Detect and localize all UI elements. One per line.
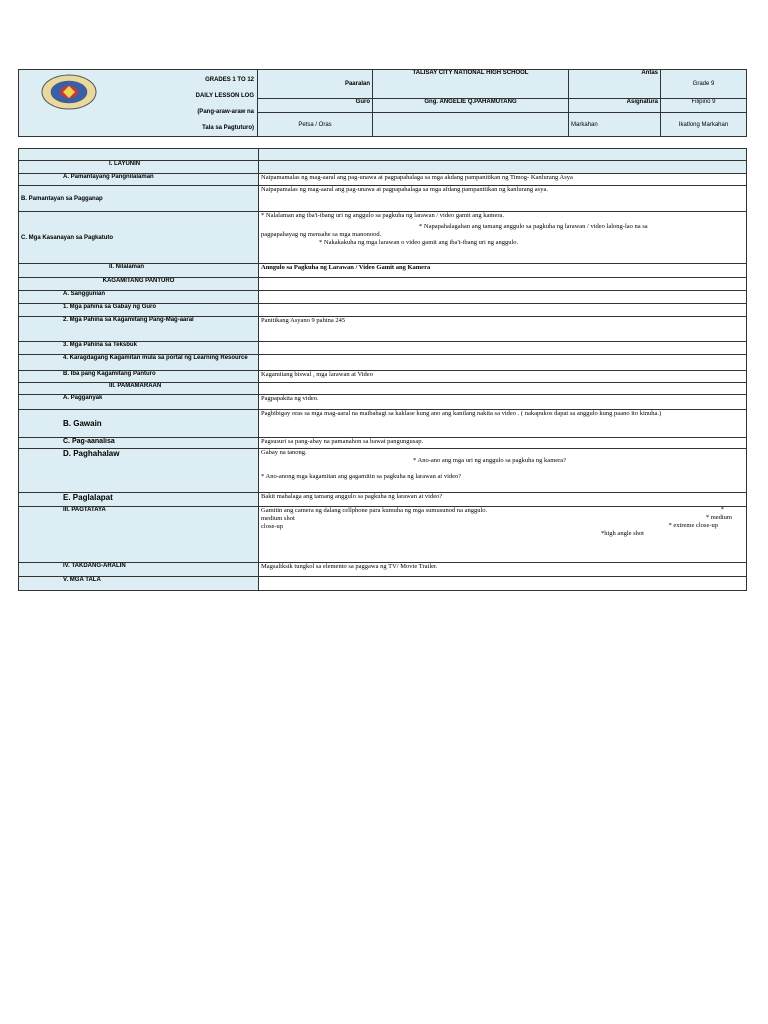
pagtataya-line-6: *high angle shot bbox=[601, 530, 644, 537]
pagganap-label: B. Pamantayan sa Pagganap bbox=[19, 186, 259, 212]
pagsusuri-value: Pagsusuri sa pang-abay na pamanahon sa bawat pangungusap. bbox=[259, 438, 747, 449]
paglalapat-label: E. Paglalapat bbox=[19, 493, 259, 507]
kasanayan-value bbox=[259, 212, 747, 264]
antas-label: Antas bbox=[569, 70, 661, 99]
petsa-label: Petsa / Oras bbox=[258, 113, 373, 137]
pagtataya-label: III. PAGTATAYA bbox=[19, 507, 259, 563]
asignatura-value: Filipino 9 bbox=[661, 99, 747, 113]
paglalapat-value: Bakit mahalaga ang tamang anggulo sa pagkuha ng larawan at video? bbox=[259, 493, 747, 507]
pamamaraan-heading: III. PAMAMARAAN bbox=[19, 383, 259, 395]
kasanayan-line-2: * Napapahalagahan ang tamang anggulo sa pagkuha ng larawan / video lalong-lao na sa bbox=[419, 223, 648, 230]
kasanayan-line-1: * Nalalaman ang iba't-ibang uri ng anggulo sa pagkuha ng larawan / video gamit ang kamera. bbox=[261, 212, 505, 219]
nilalaman-label: II. Nilalaman bbox=[19, 264, 259, 278]
pagtataya-line-3: * medium bbox=[705, 514, 732, 521]
grades-text: GRADES 1 TO 12 bbox=[205, 77, 254, 83]
guro-label: Guro bbox=[258, 99, 373, 113]
takdang-label: IV. TAKDANG-ARALIN bbox=[19, 563, 259, 577]
paghahalaw-label: D. Paghahalaw bbox=[19, 449, 259, 493]
petsa-value bbox=[373, 113, 569, 137]
gawain-label: B. Gawain bbox=[19, 410, 259, 438]
pagtataya-line-2: medium shot bbox=[261, 515, 295, 522]
tala-value bbox=[259, 577, 747, 591]
iba-value: Kagamitang biswal , mga larawan at Video bbox=[259, 371, 747, 383]
markahan-label: Markahan bbox=[569, 113, 661, 137]
pagtataya-value bbox=[259, 507, 747, 563]
nilalaman-value: Anngulo sa Pagkuha ng Larawan / Video Gamit ang Kamera bbox=[259, 264, 747, 278]
dll-text: DAILY LESSON LOG bbox=[195, 93, 254, 99]
gabay-label: 1. Mga pahina sa Gabay ng Guro bbox=[19, 304, 259, 317]
pagganyak-label: A. Pagganyak bbox=[19, 395, 259, 410]
pamantayang-label: A. Pamantayang Pangnilalaman bbox=[19, 174, 259, 186]
lesson-table bbox=[18, 148, 747, 591]
antas-value: Grade 9 bbox=[661, 70, 747, 99]
takdang-value: Magsaliksik tungkol sa elemento sa paggawa ng TV/ Movie Trailer. bbox=[259, 563, 747, 577]
layunin-heading: I. LAYUNIN bbox=[19, 161, 259, 174]
kasanayan-line-3: pagpapahayag ng mensahe sa mga manonood. bbox=[261, 231, 382, 238]
iba-label: B. Iba pang Kagamitang Panturo bbox=[19, 371, 259, 383]
paaralan-value: TALISAY CITY NATIONAL HIGH SCHOOL bbox=[373, 70, 569, 99]
gawain-value: Pagbibigay oras sa mga mag-aaral na maibahagi sa kaklase kung ano ang kanilang nakita sa video . ( nakapukos dapat sa anggulo kung paano ito kinuha.) bbox=[259, 410, 747, 438]
tala-label: V. MGA TALA bbox=[19, 577, 259, 591]
guro-value: Gng. ANGELIE Q.PAHAMUTANG bbox=[373, 99, 569, 113]
paaralan-label: Paaralan bbox=[258, 70, 373, 99]
header-table bbox=[18, 69, 747, 137]
teksbuk-label: 3. Mga Pahina sa Teksbuk bbox=[19, 342, 259, 355]
paghahalaw-value bbox=[259, 449, 747, 493]
pagtataya-line-4: close-up bbox=[261, 523, 284, 530]
pagtataya-star: * bbox=[720, 506, 724, 513]
tala-text: Tala sa Pagtuturo) bbox=[202, 125, 254, 131]
pagtataya-line-5: * extreme close-up bbox=[668, 522, 718, 529]
kasanayan-label: C. Mga Kasanayan sa Pagkatuto bbox=[19, 212, 259, 264]
karagdagang-label: 4. Karagdagang Kagamitan mula sa portal ng Learning Resource bbox=[19, 355, 259, 371]
paghahalaw-line-2: * Ano-ano ang mga uri ng anggulo sa pagkuha ng kamera? bbox=[413, 457, 567, 464]
pang-araw-text: (Pang-araw-araw na bbox=[197, 109, 254, 115]
pagganap-value: Naipapamalas ng mag-aaral ang pag-unawa at pagpapahalaga sa mga afdang pampanitikan ng kanlurang asya. bbox=[259, 186, 747, 212]
pang-mag-aaral-label: 2. Mga Pahina sa Kagamitang Pang-Mag-aaral bbox=[19, 317, 259, 342]
paghahalaw-line-3: * Ano-anong mga kagamitan ang gagamitin sa pagkuha ng larawan at video? bbox=[261, 473, 462, 480]
kasanayan-line-4: * Nakakakuha ng mga larawan o video gamit ang iba't-ibang uri ng anggulo. bbox=[319, 239, 519, 246]
pamantayang-value: Naipamamalas ng mag-aaral ang pag-unawa at pagpapahalaga sa mga akdang pampanitikan ng Timog- Kanlurang Asya bbox=[259, 174, 747, 186]
logo-cell bbox=[19, 70, 258, 137]
paghahalaw-line-1: Gabay na tanong. bbox=[261, 449, 307, 456]
asignatura-label: Asignatura bbox=[569, 99, 661, 113]
sanggunian-label: A. Sanggunian bbox=[19, 291, 259, 304]
pagsusuri-label: C. Pag-aanalisa bbox=[19, 438, 259, 449]
markahan-value: Ikatlong Markahan bbox=[661, 113, 747, 137]
pagtataya-line-1: Gamitin ang camera ng dalang cellphone para kumuha ng mga sumusunod na anggulo. bbox=[261, 507, 488, 514]
kagamitang-heading: KAGAMITANG PANTURO bbox=[19, 278, 259, 291]
pang-mag-aaral-value: Panitikang Asyano 9 pahina 245 bbox=[259, 317, 747, 342]
pagganyak-value: Pagpapakita ng video. bbox=[259, 395, 747, 410]
